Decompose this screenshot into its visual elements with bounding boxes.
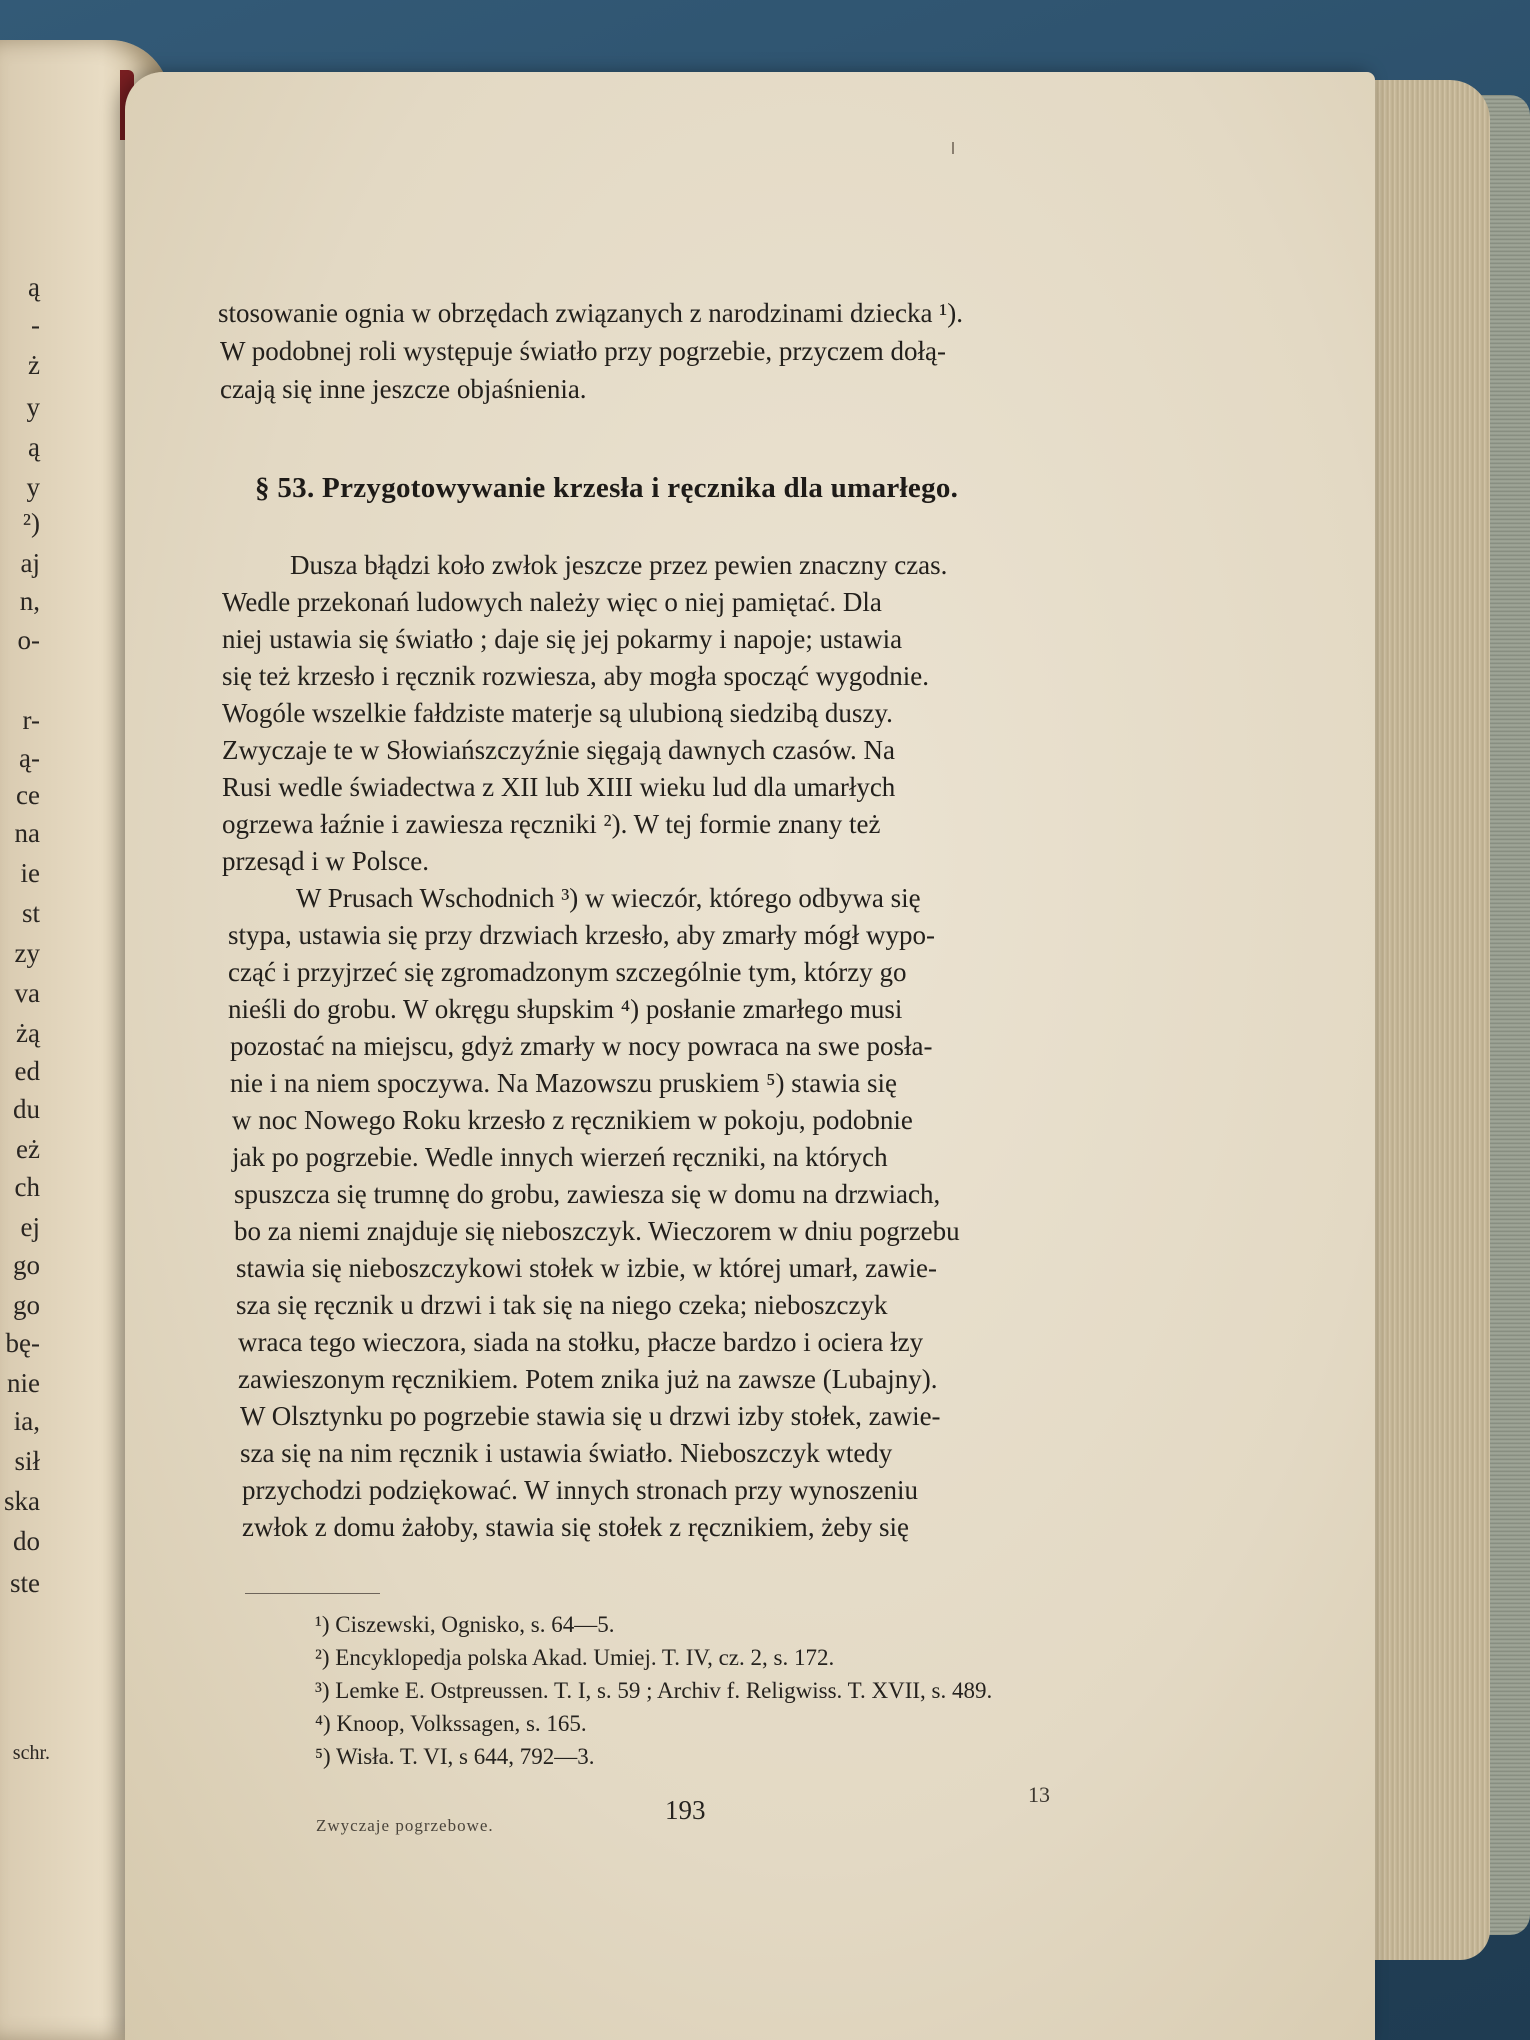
left-fragment: ce [16,780,40,810]
left-fragment: o- [17,625,40,655]
left-fragment: ia, [13,1406,40,1436]
left-fragment: ed [14,1056,40,1086]
left-fragment: - [31,310,40,340]
text-line: Zwyczaje te w Słowiańszczyźnie sięgają dawnych czasów. Na [222,735,895,765]
page-mark [952,142,954,154]
footnote-separator [245,1593,380,1594]
text-line: bo za niemi znajduje się nieboszczyk. Wieczorem w dniu pogrzebu [234,1216,960,1246]
left-fragment: ej [20,1212,40,1242]
page-number: 193 [665,1795,706,1825]
text-line: W podobnej roli występuje światło przy pogrzebie, przyczem dołą- [220,336,947,366]
left-fragment: ą- [19,743,40,773]
text-line: stawia się nieboszczykowi stołek w izbie, w której umarł, zawie- [236,1253,938,1283]
text-line: sza się ręcznik u drzwi i tak się na niego czeka; nieboszczyk [236,1290,888,1320]
left-fragment: schr. [12,1742,50,1764]
signature-number: 13 [1028,1782,1050,1807]
left-fragment: st [21,898,40,928]
text-line: nieśli do grobu. W okręgu słupskim ⁴) posłanie zmarłego musi [228,994,903,1024]
left-fragment: ska [4,1486,40,1516]
left-fragment: du [13,1094,40,1124]
text-line: Wogóle wszelkie fałdziste materje są ulubioną siedzibą duszy. [222,698,893,728]
text-line: W Prusach Wschodnich ³) w wieczór, którego odbywa się [296,883,921,913]
left-fragment: ch [14,1172,40,1202]
left-fragment: bę- [5,1328,40,1358]
text-line: w noc Nowego Roku krzesło z ręcznikiem w pokoju, podobnie [232,1105,913,1135]
left-fragment: żą [16,1018,40,1048]
footnote: ⁵) Wisła. T. VI, s 644, 792—3. [315,1744,595,1769]
left-fragment: zy [14,938,40,968]
left-fragment: sił [14,1446,40,1476]
left-fragment: ie [20,858,40,888]
left-fragment: ²) [22,508,40,538]
text-line: czają się inne jeszcze objaśnienia. [220,374,587,404]
left-fragment: r- [22,705,40,735]
text-line: Wedle przekonań ludowych należy więc o niej pamiętać. Dla [222,587,882,617]
text-line: zawieszonym ręcznikiem. Potem znika już na zawsze (Lubajny). [238,1364,938,1394]
text-line: spuszcza się trumnę do grobu, zawiesza się w domu na drzwiach, [234,1179,941,1209]
left-fragment: na [14,818,40,848]
text-line: stypa, ustawia się przy drzwiach krzesło, aby zmarły mógł wypo- [228,920,936,950]
left-fragment: nie [7,1368,40,1398]
text-line: stosowanie ognia w obrzędach związanych z narodzinami dziecka ¹). [218,298,964,328]
text-line: Rusi wedle świadectwa z XII lub XIII wieku lud dla umarłych [222,772,896,802]
left-fragment: y [26,392,40,422]
left-fragment: n, [19,586,40,616]
left-fragment: eż [16,1134,40,1164]
footnote: ³) Lemke E. Ostpreussen. T. I, s. 59 ; Archiv f. Religwiss. T. XVII, s. 489. [315,1678,993,1703]
left-fragment: va [14,978,40,1008]
text-line: przesąd i w Polsce. [222,846,429,876]
left-fragment: y [26,472,40,502]
text-line: jak po pogrzebie. Wedle innych wierzeń ręczniki, na których [232,1142,888,1172]
text-line: ogrzewa łaźnie i zawiesza ręczniki ²). W tej formie znany też [222,809,881,839]
left-fragment: ż [28,350,40,380]
text-line: niej ustawia się światło ; daje się jej pokarmy i napoje; ustawia [222,624,903,654]
text-line: W Olsztynku po pogrzebie stawia się u drzwi izby stołek, zawie- [240,1401,941,1431]
left-fragment: go [13,1250,40,1280]
left-fragment: ą [28,432,40,462]
left-fragment: ą [28,272,40,302]
left-fragment: go [13,1290,40,1320]
text-line: cząć i przyjrzeć się zgromadzonym szczególnie tym, którzy go [228,957,907,987]
text-line: sza się na nim ręcznik i ustawia światło. Nieboszczyk wtedy [240,1438,893,1468]
left-fragment: ste [10,1568,40,1598]
footnote: ⁴) Knoop, Volkssagen, s. 165. [315,1711,587,1736]
section-heading: § 53. Przygotowywanie krzesła i ręcznika dla umarłego. [255,472,959,504]
text-line: zwłok z domu żałoby, stawia się stołek z ręcznikiem, żeby się [242,1512,910,1542]
text-line: nie i na niem spoczywa. Na Mazowszu pruskiem ⁵) stawia się [230,1068,897,1098]
text-line: pozostać na miejscu, gdyż zmarły w nocy powraca na swe posła- [230,1031,933,1061]
text-line: Dusza błądzi koło zwłok jeszcze przez pewien znaczny czas. [290,550,948,580]
footnote: ¹) Ciszewski, Ognisko, s. 64—5. [315,1612,615,1637]
left-fragment: do [13,1526,40,1556]
footnote: ²) Encyklopedja polska Akad. Umiej. T. IV, cz. 2, s. 172. [315,1645,835,1670]
text-line: wraca tego wieczora, siada na stołku, płacze bardzo i ociera łzy [238,1327,924,1357]
text-line: przychodzi podziękować. W innych stronach przy wynoszeniu [242,1475,919,1505]
left-fragment: aj [20,548,40,578]
signature-title: Zwyczaje pogrzebowe. [316,1816,494,1835]
text-line: się też krzesło i ręcznik rozwiesza, aby mogła spocząć wygodnie. [222,661,929,691]
